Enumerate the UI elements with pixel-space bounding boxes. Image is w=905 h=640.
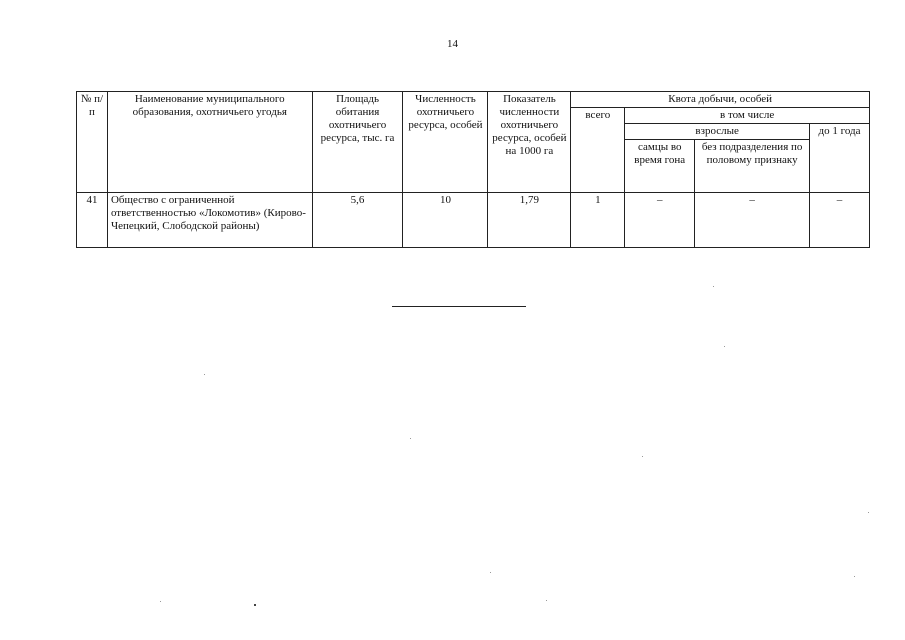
scan-speck xyxy=(546,600,547,601)
scan-speck xyxy=(854,576,855,577)
header-area: Площадь обитания охотничьего ресурса, тыс. га xyxy=(312,92,403,193)
end-rule xyxy=(392,306,526,307)
header-name: Наименование муниципального образования, охотничьего угодья xyxy=(107,92,312,193)
cell-under1: – xyxy=(810,193,870,248)
header-adults: взрослые xyxy=(625,124,810,140)
header-under1: до 1 года xyxy=(810,124,870,193)
cell-total: 1 xyxy=(571,193,625,248)
header-no-sex-division: без подразделения по половому признаку xyxy=(695,140,810,193)
header-row-1 xyxy=(77,92,870,108)
cell-num: 41 xyxy=(77,193,108,248)
cell-name: Общество с ограниченной ответственностью «Локомотив» (Кирово-Чепецкий, Слободской районы) xyxy=(107,193,312,248)
scan-speck xyxy=(160,601,161,602)
header-quota: Квота добычи, особей xyxy=(571,92,870,108)
scan-speck xyxy=(724,346,725,347)
scan-speck xyxy=(204,374,205,375)
header-total: всего xyxy=(571,108,625,193)
quota-table xyxy=(76,91,870,248)
page-number: 14 xyxy=(447,38,458,50)
cell-indicator: 1,79 xyxy=(488,193,571,248)
cell-count: 10 xyxy=(403,193,488,248)
cell-males-rut: – xyxy=(625,193,695,248)
scan-speck xyxy=(410,438,411,439)
scan-speck xyxy=(642,456,643,457)
table-row xyxy=(77,193,870,248)
header-indicator: Показатель численности охотничьего ресурса, особей на 1000 га xyxy=(488,92,571,193)
header-count: Численность охотничьего ресурса, особей xyxy=(403,92,488,193)
scan-speck xyxy=(868,512,869,513)
header-males-rut: самцы во время гона xyxy=(625,140,695,193)
cell-no-sex-division: – xyxy=(695,193,810,248)
header-including: в том числе xyxy=(625,108,870,124)
scan-speck xyxy=(254,604,256,606)
scan-speck xyxy=(713,286,714,287)
scan-speck xyxy=(490,572,491,573)
cell-area: 5,6 xyxy=(312,193,403,248)
header-num: № п/п xyxy=(77,92,108,193)
